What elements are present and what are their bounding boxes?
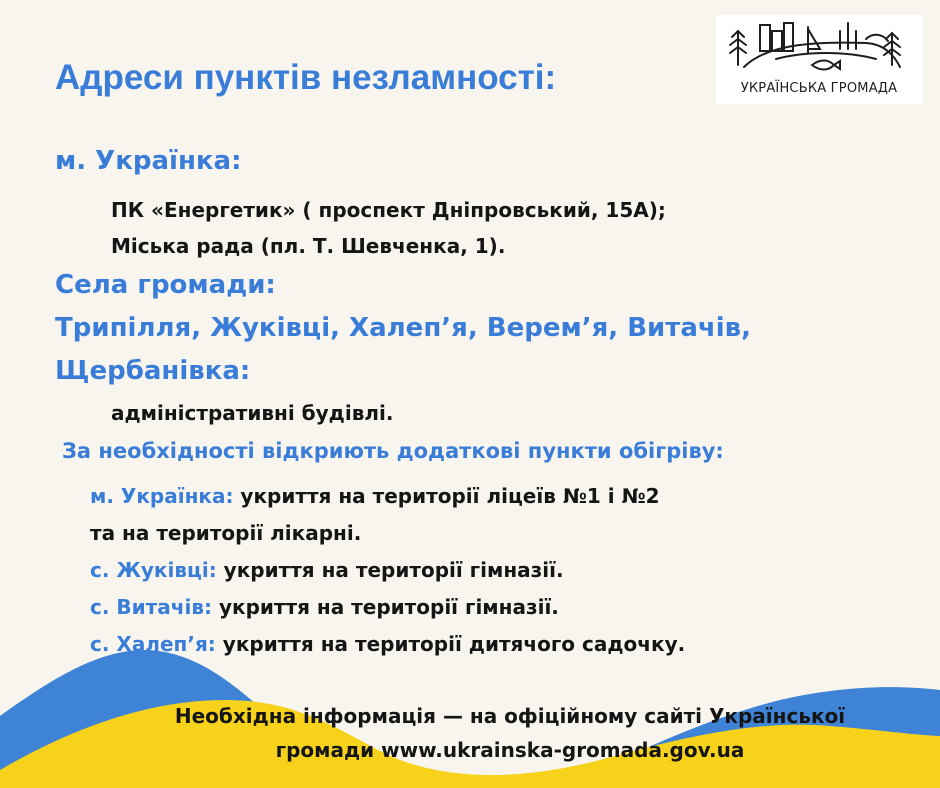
- page-title: Адреси пунктів незламності:: [55, 58, 557, 97]
- extra-item: [90, 595, 559, 619]
- extra-item: [90, 632, 685, 656]
- villages-heading: Села громади:: [55, 270, 276, 300]
- city-address-1: ПК «Енергетик» ( проспект Дніпровський, 15А);: [111, 198, 666, 222]
- footer-info: [90, 699, 930, 767]
- logo-text: УКРАЇНСЬКА ГРОМАДА: [740, 81, 898, 96]
- extra-item: [90, 558, 564, 582]
- extra-item: [90, 521, 361, 545]
- community-skyline-logo-icon: [716, 15, 922, 81]
- villages-names-line-2: Щербанівка:: [55, 356, 251, 386]
- extra-points-note: За необхідності відкриють додаткові пункти обігріву:: [62, 439, 724, 463]
- extra-item-place: с. Жуківці:: [90, 558, 217, 582]
- extra-item-place: с. Халеп’я:: [90, 632, 216, 656]
- city-address-2: Міська рада (пл. Т. Шевченка, 1).: [111, 234, 506, 258]
- extra-item-place: м. Українка:: [90, 484, 234, 508]
- extra-item-place: с. Витачів:: [90, 595, 213, 619]
- extra-item-text: укриття на території гімназії.: [216, 558, 564, 582]
- extra-item-text: та на території лікарні.: [90, 521, 362, 545]
- villages-address: адміністративні будівлі.: [111, 401, 394, 425]
- extra-item: [90, 484, 660, 508]
- footer-line-2[interactable]: громади www.ukrainska-gromada.gov.ua: [275, 738, 745, 762]
- extra-item-text: укриття на території гімназії.: [212, 595, 559, 619]
- extra-item-text: укриття на території ліцеїв №1 і №2: [233, 484, 660, 508]
- extra-item-text: укриття на території дитячого садочку.: [215, 632, 686, 656]
- footer-line-1: Необхідна інформація — на офіційному сайті Української: [174, 704, 846, 728]
- community-logo: [716, 15, 922, 104]
- city-heading: м. Українка:: [55, 146, 242, 176]
- villages-names-line-1: Трипілля, Жуківці, Халеп’я, Верем’я, Витачів,: [55, 313, 751, 343]
